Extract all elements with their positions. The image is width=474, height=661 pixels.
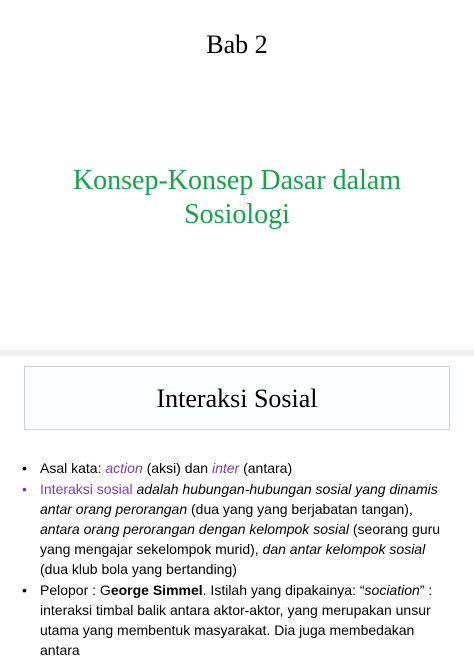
bullet-list	[22, 458, 454, 661]
term-interaksi-sosial: Interaksi sosial	[40, 481, 133, 497]
text: dan antar kelompok sosial	[262, 541, 426, 557]
text: (aksi) dan	[142, 460, 212, 476]
pioneer-name: eorge Simmel	[110, 582, 203, 598]
text: ” : interaksi timbal balik antara aktor-aktor, yang merupakan unsur	[40, 582, 433, 618]
slide-divider	[0, 350, 474, 356]
text: (dua yang yang berjabatan tangan),	[187, 501, 413, 517]
slide-title-heading	[20, 164, 454, 232]
bullet-icon: •	[22, 481, 27, 497]
title-line-2: Sosiologi	[184, 199, 290, 230]
header-box	[24, 366, 450, 430]
text: Asal kata:	[40, 460, 106, 476]
text: Pelopor : G	[40, 582, 111, 598]
bullet-definition	[22, 479, 454, 579]
bullet-icon: •	[22, 582, 27, 598]
bullet-origin	[22, 458, 454, 478]
term-action: action	[105, 460, 143, 476]
text: (dua klub bola yang bertanding)	[40, 561, 237, 577]
term-inter: inter	[211, 460, 240, 476]
text-cutoff: utama yang membentuk masyarakat. Dia juga membedakan antara	[40, 622, 415, 658]
text: (antara)	[239, 460, 293, 476]
title-line-1: Konsep-Konsep Dasar dalam	[72, 165, 402, 196]
section-header: Interaksi Sosial	[156, 384, 318, 413]
text: adalah hubungan-hubungan sosial yang dinamis antar orang perorangan	[40, 481, 438, 517]
chapter-label: Bab 2	[206, 30, 268, 59]
text: . Istilah yang dipakainya: “	[202, 582, 365, 598]
bullet-pioneer	[22, 580, 454, 660]
bullet-icon: •	[22, 460, 27, 476]
text: antara orang perorangan dengan kelompok sosial	[40, 521, 349, 537]
text: (seorang guru yang mengajar sekelompok murid),	[40, 521, 441, 557]
term-sociation: sociation	[364, 582, 420, 598]
